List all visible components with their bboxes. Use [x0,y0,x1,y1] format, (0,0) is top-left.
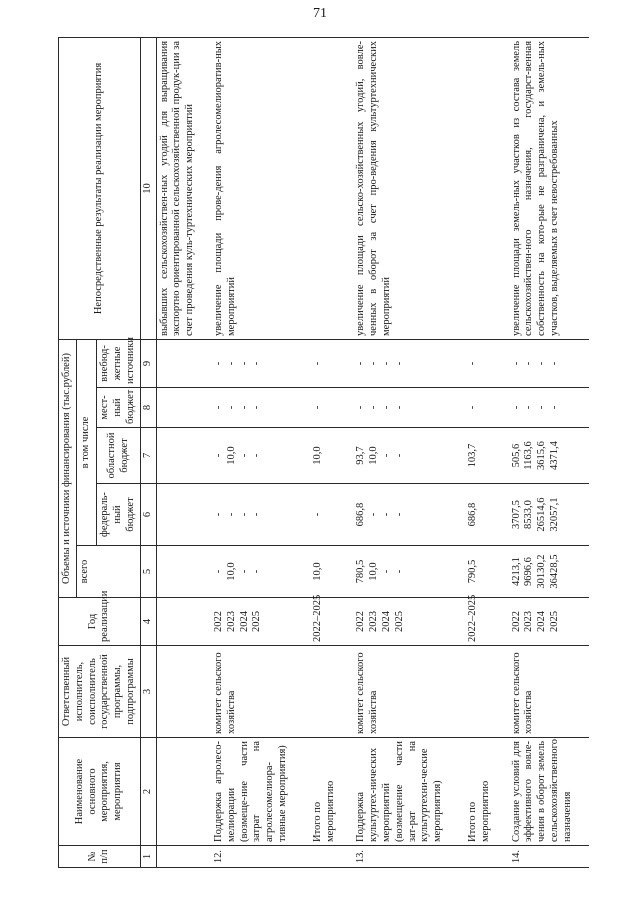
row-number [156,846,205,868]
cell-value: - [393,512,405,517]
cell-value: - [548,405,560,410]
column-number: 9 [140,339,156,387]
cell-value: 2023 [368,611,380,632]
page-number: 71 [313,6,327,21]
cell-value: 4371,4 [548,441,560,470]
row-executor: комитет сельского хозяйства [503,646,589,738]
cell-value: - [368,361,380,366]
row-extrabudget [205,339,304,387]
subtotal-row [304,37,348,867]
cell-value: 10,0 [311,446,323,465]
cell-value: - [225,361,237,366]
row-federal [205,484,304,546]
cell-value: - [251,361,263,366]
row-total [459,546,503,598]
cell-value: 8533,0 [523,500,535,529]
cell-value: - [466,405,478,410]
row-executor [459,646,503,738]
header-local: мест-ный бюджет [97,388,140,428]
row-federal [503,484,589,546]
row-local [156,388,205,428]
cell-value: 2022 [510,611,522,632]
cell-value: - [536,361,548,366]
row-years [503,598,589,646]
cell-value: - [510,405,522,410]
header-regional: областной бюджет [97,428,140,484]
cell-value: - [380,569,392,574]
column-number: 6 [140,484,156,546]
row-total [304,546,348,598]
row-result [304,37,348,339]
row-local [503,388,589,428]
row-executor: комитет сельского хозяйства [205,646,304,738]
table-row [156,37,205,867]
cell-value: 686,8 [355,502,367,527]
column-number: 10 [140,37,156,339]
row-number: 14. [503,846,589,868]
cell-value: 2025 [548,611,560,632]
cell-value: - [380,405,392,410]
row-extrabudget [304,339,348,387]
row-federal [156,484,205,546]
cell-value: - [212,405,224,410]
row-executor: комитет сельского хозяйства [347,646,459,738]
row-regional [503,428,589,484]
cell-value: 2025 [251,611,263,632]
header-funding: Объемы и источники финансирования (тыс.рублей) [59,339,77,597]
row-years [205,598,304,646]
header-including: в том числе [76,339,97,545]
row-result [459,37,503,339]
row-extrabudget [503,339,589,387]
cell-value: 780,5 [355,559,367,584]
cell-value: - [238,569,250,574]
cell-value: - [380,361,392,366]
row-years [156,598,205,646]
cell-value: 2024 [536,611,548,632]
row-name: Поддержка культуртех-нических мероприятий (возмещение части зат-рат на культуртехни-ческие мероприятия) [347,738,459,846]
cell-value: - [311,512,323,517]
cell-value: 9696,6 [523,557,535,586]
cell-value: 2024 [238,611,250,632]
column-number: 2 [140,738,156,846]
row-years [304,594,348,646]
cell-value: - [523,361,535,366]
table-row [347,37,459,867]
cell-value: 1163,6 [523,441,535,470]
cell-value: - [238,453,250,458]
header-year: Год реализации [59,598,141,646]
cell-value: 2023 [225,611,237,632]
row-regional [304,428,348,484]
cell-value: 2022 [355,611,367,632]
cell-value: - [311,405,323,410]
column-number: 3 [140,646,156,738]
row-regional [205,428,304,484]
row-number [459,846,503,868]
cell-value: 3707,5 [510,500,522,529]
row-name: Итого по мероприятию [459,738,503,846]
cell-value: - [212,512,224,517]
table-header [59,37,157,867]
cell-value: 36428,5 [548,554,560,589]
cell-value: - [251,405,263,410]
cell-value: - [393,361,405,366]
row-federal [459,484,503,546]
row-regional [156,428,205,484]
row-number [304,846,348,868]
cell-value: 103,7 [466,443,478,468]
row-extrabudget [156,339,205,387]
table-row [503,37,589,867]
cell-value: - [225,405,237,410]
row-name [156,738,205,846]
header-results: Непосредственные результаты реализации мероприятия [59,37,141,339]
row-local [304,388,348,428]
cell-value: 686,8 [466,502,478,527]
cell-value: - [510,361,522,366]
row-total [503,546,589,598]
cell-value: - [212,569,224,574]
row-executor [156,646,205,738]
cell-value: 32057,1 [548,497,560,532]
cell-value: 2022–2025 [311,594,323,642]
header-num: № п/п [59,846,141,868]
header-federal: федераль-ный бюджет [97,484,140,546]
column-number: 5 [140,546,156,598]
subtotal-row [459,37,503,867]
cell-value: 10,0 [368,562,380,581]
cell-value: - [238,512,250,517]
row-name: Итого по мероприятию [304,738,348,846]
row-total [156,546,205,598]
cell-value: - [393,405,405,410]
row-years [459,594,503,646]
cell-value: 2022–2025 [466,594,478,642]
row-local [205,388,304,428]
cell-value: - [368,405,380,410]
cell-value: - [251,453,263,458]
header-total: всего [76,546,140,598]
cell-value: - [536,405,548,410]
cell-value: - [380,453,392,458]
column-number: 4 [140,598,156,646]
cell-value: - [466,361,478,366]
cell-value: - [251,569,263,574]
rotated-table-container [58,38,598,868]
cell-value: - [212,453,224,458]
table-row [205,37,304,867]
row-name: Создание условий для эффективного вовле-чения в оборот земель сельскохозяйственного назначения [503,738,589,846]
cell-value: 30130,2 [536,554,548,589]
cell-value: - [212,361,224,366]
row-local [459,388,503,428]
table-body [156,37,588,867]
header-executor: Ответственный исполнитель, соисполнитель государственной программы, подпрограммы [59,646,141,738]
cell-value: 2025 [393,611,405,632]
cell-value: - [225,512,237,517]
row-local [347,388,459,428]
cell-value: - [311,361,323,366]
cell-value: - [238,405,250,410]
column-number: 8 [140,388,156,428]
cell-value: 790,5 [466,559,478,584]
cell-value: 2024 [380,611,392,632]
row-name: Поддержка агролесо-мелиорации (возмеще-ние части затрат на агролесомелиора-тивные мероприятия) [205,738,304,846]
cell-value: 10,0 [311,562,323,581]
program-table [58,37,589,868]
cell-value: 10,0 [225,562,237,581]
header-name: Наименование основного мероприятия, мероприятия [59,738,141,846]
cell-value: - [393,569,405,574]
row-result: увеличение площади прове-дения агролесомелиоратив-ных мероприятий [205,37,304,339]
row-total [205,546,304,598]
cell-value: 26514,6 [536,497,548,532]
row-extrabudget [347,339,459,387]
cell-value: - [251,512,263,517]
row-result: выбывших сельскохозяйствен-ных угодий для выращивания экспортно ориентированной сельскохозяйственной продук-ции за счет проведения куль-туртехнических мероприятий [156,37,205,339]
row-extrabudget [459,339,503,387]
cell-value: - [523,405,535,410]
column-number: 1 [140,846,156,868]
cell-value: - [355,361,367,366]
column-number: 7 [140,428,156,484]
row-executor [304,646,348,738]
cell-value: 505,6 [510,443,522,468]
row-result: увеличение площади сельско-хозяйственных угодий, вовле-ченных в оборот за счет про-ведения культуртехнических мероприятий [347,37,459,339]
row-number: 12. [205,846,304,868]
cell-value: 93,7 [355,446,367,465]
cell-value: - [393,453,405,458]
cell-value: 2022 [212,611,224,632]
cell-value: 10,0 [368,446,380,465]
cell-value: - [355,405,367,410]
cell-value: - [548,361,560,366]
row-number: 13. [347,846,459,868]
row-federal [304,484,348,546]
header-extrabudget: внебюд-жетные источники [97,339,140,387]
cell-value: - [380,512,392,517]
row-total [347,546,459,598]
cell-value: 4213,1 [510,557,522,586]
row-years [347,598,459,646]
cell-value: 10,0 [225,446,237,465]
cell-value: - [238,361,250,366]
row-regional [347,428,459,484]
cell-value: - [368,512,380,517]
row-regional [459,428,503,484]
row-federal [347,484,459,546]
row-result: увеличение площади земель-ных участков из состава земель сельскохозяйствен-ного назначения, государст-венная собственность на кото-рые не разграничена, и земель-ных участков, выделяемых в счет невостребованных [503,37,589,339]
cell-value: 3615,6 [536,441,548,470]
cell-value: 2023 [523,611,535,632]
column-number-row [140,37,156,867]
